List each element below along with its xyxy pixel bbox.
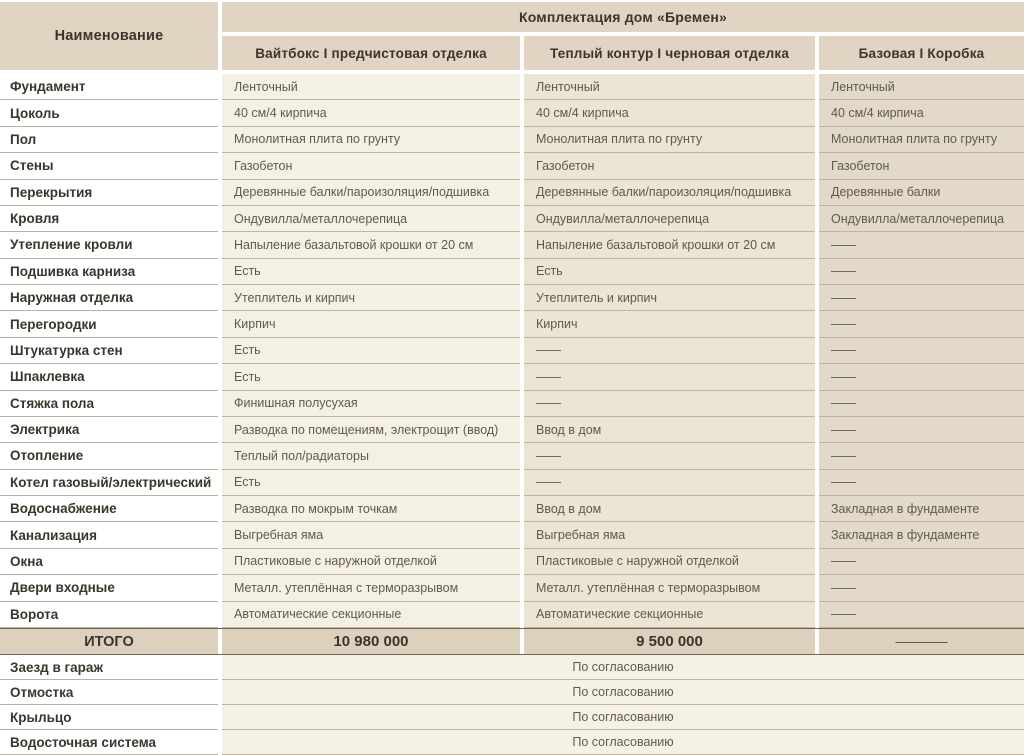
row-label: Фундамент: [0, 74, 218, 100]
table-row: [0, 522, 1024, 548]
row-label: Перекрытия: [0, 180, 218, 206]
spec-cell-warm-contour: Ондувилла/металлочерепица: [524, 206, 815, 232]
spec-cell-base: ——: [819, 417, 1024, 443]
totals-row: [0, 628, 1024, 655]
spec-cell-warm-contour: Выгребная яма: [524, 522, 815, 548]
row-label: Крыльцо: [0, 705, 218, 730]
row-label: Цоколь: [0, 100, 218, 126]
spec-cell-warm-contour: ——: [524, 391, 815, 417]
row-label: Канализация: [0, 522, 218, 548]
spec-cell-base: Газобетон: [819, 153, 1024, 179]
spec-cell-whitebox: Ондувилла/металлочерепица: [222, 206, 520, 232]
merged-value-cell: По согласованию: [222, 680, 1024, 705]
row-label: Двери входные: [0, 575, 218, 601]
row-label: Шпаклевка: [0, 364, 218, 390]
spec-cell-warm-contour: Кирпич: [524, 311, 815, 337]
spec-cell-warm-contour: Утеплитель и кирпич: [524, 285, 815, 311]
table-row: [0, 74, 1024, 100]
spec-cell-whitebox: Есть: [222, 470, 520, 496]
column-header-base: Базовая I Коробка: [819, 36, 1024, 70]
spec-cell-warm-contour: Есть: [524, 259, 815, 285]
column-header-warm-contour: Теплый контур I черновая отделка: [524, 36, 815, 70]
spec-cell-warm-contour: Монолитная плита по грунту: [524, 127, 815, 153]
spec-cell-whitebox: Металл. утеплённая с терморазрывом: [222, 575, 520, 601]
row-label: Перегородки: [0, 311, 218, 337]
spec-cell-base: ——: [819, 232, 1024, 258]
table-row: [0, 364, 1024, 390]
table-row: [0, 206, 1024, 232]
spec-cell-whitebox: Есть: [222, 364, 520, 390]
spec-cell-base: ——: [819, 285, 1024, 311]
spec-cell-base: Деревянные балки: [819, 180, 1024, 206]
row-label: Наружная отделка: [0, 285, 218, 311]
table-row: [0, 443, 1024, 469]
table-row: [0, 180, 1024, 206]
spec-cell-base: Монолитная плита по грунту: [819, 127, 1024, 153]
merged-value-cell: По согласованию: [222, 705, 1024, 730]
table-header: [0, 2, 1024, 70]
spec-cell-warm-contour: Газобетон: [524, 153, 815, 179]
row-label: Подшивка карниза: [0, 259, 218, 285]
table-row: [0, 127, 1024, 153]
spec-cell-base: Закладная в фундаменте: [819, 496, 1024, 522]
row-label: Водосточная система: [0, 730, 218, 755]
table-row: [0, 153, 1024, 179]
spec-cell-warm-contour: Деревянные балки/пароизоляция/подшивка: [524, 180, 815, 206]
row-label: Отмостка: [0, 680, 218, 705]
spec-cell-whitebox: Деревянные балки/пароизоляция/подшивка: [222, 180, 520, 206]
spec-cell-base: ——: [819, 259, 1024, 285]
spec-cell-warm-contour: Ввод в дом: [524, 496, 815, 522]
spec-cell-warm-contour: Автоматические секционные: [524, 602, 815, 628]
table-row: [0, 338, 1024, 364]
table-row: [0, 549, 1024, 575]
spec-cell-whitebox: Разводка по мокрым точкам: [222, 496, 520, 522]
spec-cell-warm-contour: ——: [524, 443, 815, 469]
table-row: [0, 391, 1024, 417]
table-row: [0, 602, 1024, 628]
spec-cell-base: ——: [819, 602, 1024, 628]
table-row: [0, 496, 1024, 522]
table-row: [0, 285, 1024, 311]
spec-cell-warm-contour: Напыление базальтовой крошки от 20 см: [524, 232, 815, 258]
table-row: [0, 680, 1024, 705]
row-label: Ворота: [0, 602, 218, 628]
table-row: [0, 730, 1024, 755]
spec-cell-base: 40 см/4 кирпича: [819, 100, 1024, 126]
row-label: Утепление кровли: [0, 232, 218, 258]
spec-cell-whitebox: Ленточный: [222, 74, 520, 100]
merged-value-cell: По согласованию: [222, 655, 1024, 680]
row-label: Окна: [0, 549, 218, 575]
table-row: [0, 232, 1024, 258]
table-row: [0, 705, 1024, 730]
spec-cell-base: ——: [819, 443, 1024, 469]
spec-cell-warm-contour: Металл. утеплённая с терморазрывом: [524, 575, 815, 601]
table-row: [0, 575, 1024, 601]
spec-cell-warm-contour: ——: [524, 364, 815, 390]
table-row: [0, 311, 1024, 337]
spec-cell-warm-contour: Ленточный: [524, 74, 815, 100]
spec-cell-base: Ленточный: [819, 74, 1024, 100]
spec-cell-base: ——: [819, 549, 1024, 575]
total-price-whitebox: 10 980 000: [222, 629, 520, 654]
spec-cell-base: ——: [819, 575, 1024, 601]
column-header-whitebox: Вайтбокс I предчистовая отделка: [222, 36, 520, 70]
row-label: Заезд в гараж: [0, 655, 218, 680]
row-label: Котел газовый/электрический: [0, 470, 218, 496]
row-label: Стены: [0, 153, 218, 179]
spec-cell-whitebox: Монолитная плита по грунту: [222, 127, 520, 153]
spec-cell-warm-contour: Пластиковые с наружной отделкой: [524, 549, 815, 575]
spec-cell-base: ——: [819, 338, 1024, 364]
row-label: Водоснабжение: [0, 496, 218, 522]
spec-cell-base: ——: [819, 311, 1024, 337]
spec-cell-whitebox: Газобетон: [222, 153, 520, 179]
spec-cell-whitebox: Есть: [222, 259, 520, 285]
spec-cell-warm-contour: ——: [524, 338, 815, 364]
table-row: [0, 655, 1024, 680]
table-row: [0, 259, 1024, 285]
table-row: [0, 417, 1024, 443]
table-body: [0, 74, 1024, 628]
total-price-base: ————: [819, 629, 1024, 654]
spec-cell-whitebox: Финишная полусухая: [222, 391, 520, 417]
spec-cell-base: Закладная в фундаменте: [819, 522, 1024, 548]
total-price-warm-contour: 9 500 000: [524, 629, 815, 654]
row-label: Электрика: [0, 417, 218, 443]
spec-cell-whitebox: Выгребная яма: [222, 522, 520, 548]
spec-cell-whitebox: Теплый пол/радиаторы: [222, 443, 520, 469]
spec-cell-base: ——: [819, 391, 1024, 417]
totals-label: ИТОГО: [0, 629, 218, 654]
spec-cell-whitebox: Есть: [222, 338, 520, 364]
spec-cell-warm-contour: ——: [524, 470, 815, 496]
name-column-header: Наименование: [0, 2, 218, 70]
spec-cell-whitebox: Кирпич: [222, 311, 520, 337]
spec-cell-whitebox: Разводка по помещениям, электрощит (ввод): [222, 417, 520, 443]
spec-cell-base: Ондувилла/металлочерепица: [819, 206, 1024, 232]
table-row: [0, 470, 1024, 496]
spec-cell-whitebox: Автоматические секционные: [222, 602, 520, 628]
spec-cell-whitebox: Пластиковые с наружной отделкой: [222, 549, 520, 575]
row-label: Стяжка пола: [0, 391, 218, 417]
spec-cell-whitebox: 40 см/4 кирпича: [222, 100, 520, 126]
spec-cell-warm-contour: 40 см/4 кирпича: [524, 100, 815, 126]
spec-cell-whitebox: Напыление базальтовой крошки от 20 см: [222, 232, 520, 258]
spec-cell-warm-contour: Ввод в дом: [524, 417, 815, 443]
extra-rows: [0, 655, 1024, 755]
spec-cell-base: ——: [819, 470, 1024, 496]
row-label: Пол: [0, 127, 218, 153]
group-header: Комплектация дом «Бремен»: [222, 2, 1024, 32]
row-label: Отопление: [0, 443, 218, 469]
merged-value-cell: По согласованию: [222, 730, 1024, 755]
row-label: Кровля: [0, 206, 218, 232]
spec-cell-whitebox: Утеплитель и кирпич: [222, 285, 520, 311]
spec-cell-base: ——: [819, 364, 1024, 390]
table-row: [0, 100, 1024, 126]
row-label: Штукатурка стен: [0, 338, 218, 364]
